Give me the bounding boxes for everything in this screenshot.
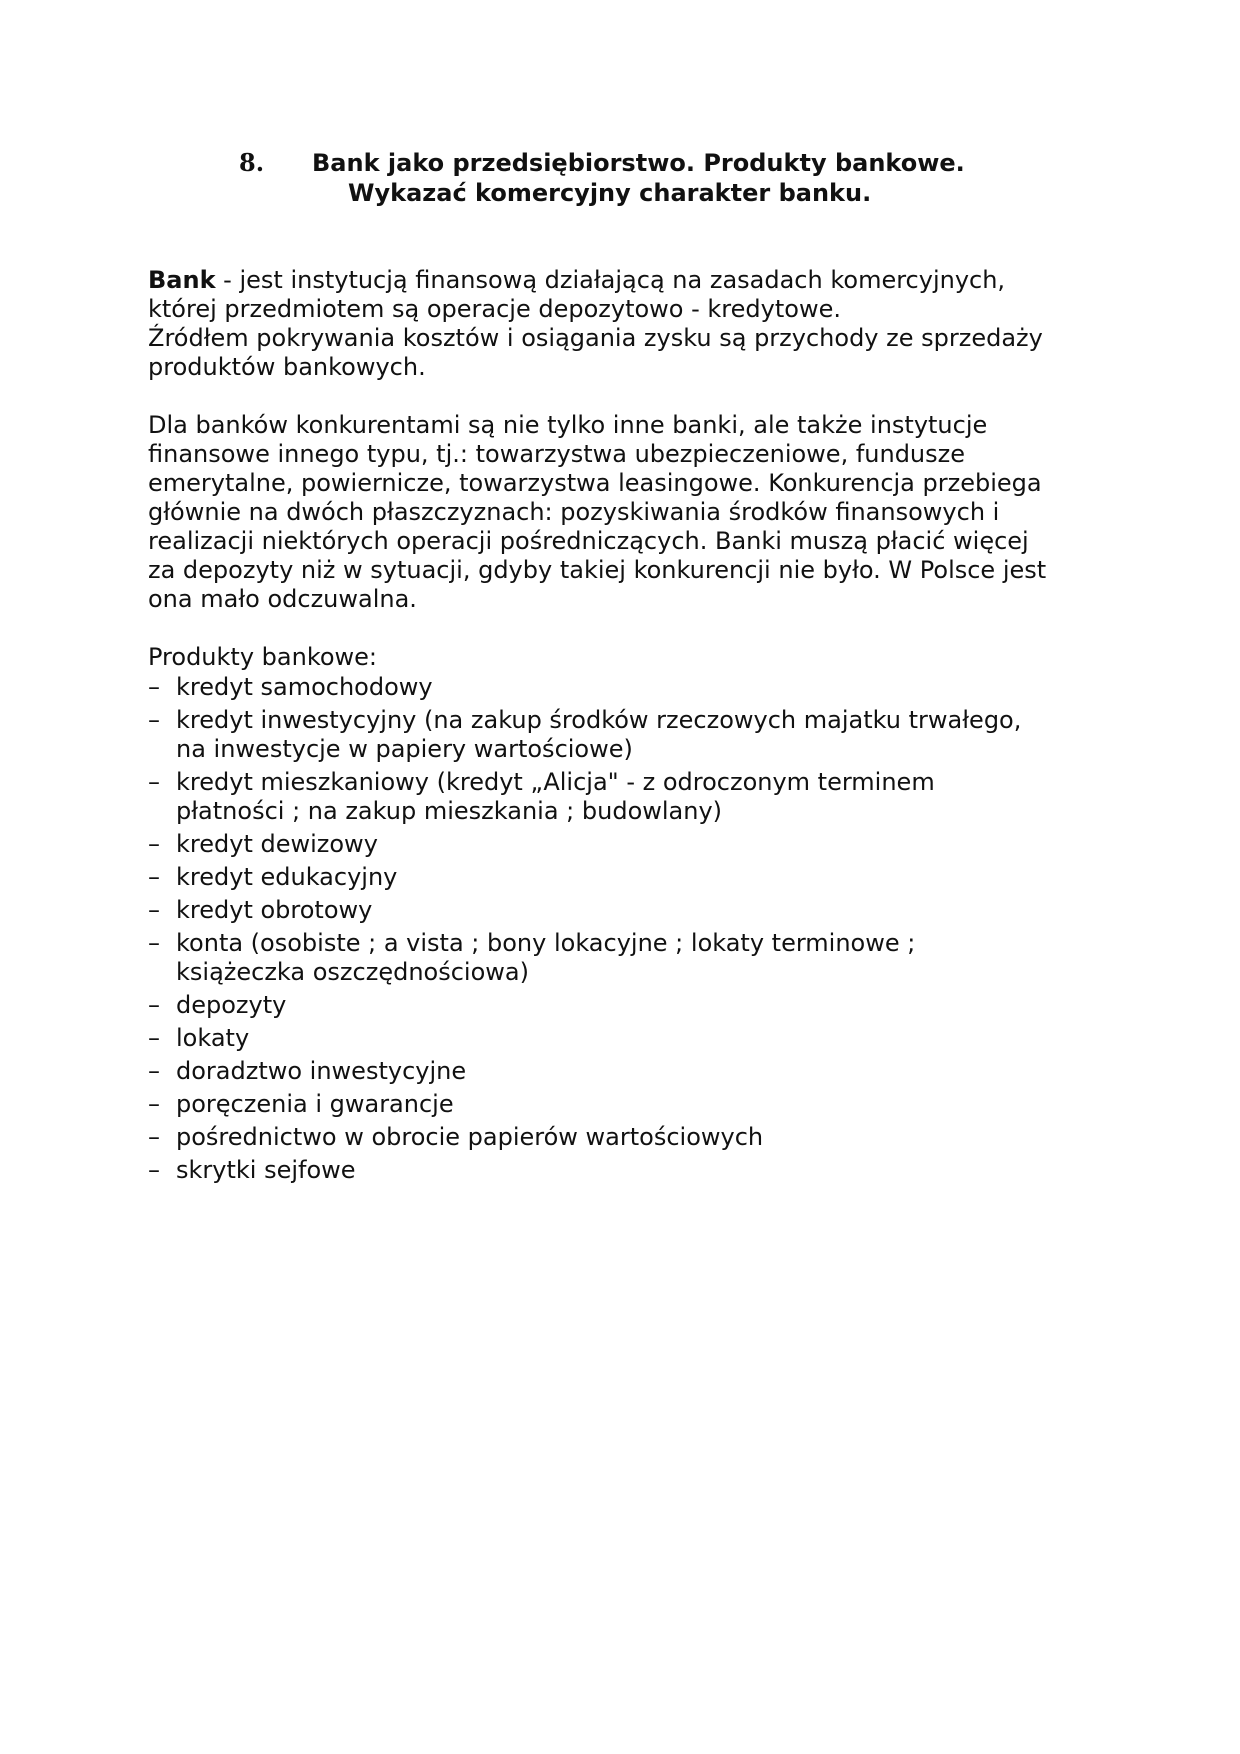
paragraph-line: produktów bankowych. <box>148 353 426 381</box>
list-item-text: kredyt dewizowy <box>176 830 378 858</box>
list-item-text: kredyt obrotowy <box>176 896 373 924</box>
paragraph-line: finansowe innego typu, tj.: towarzystwa ubezpieczeniowe, fundusze <box>148 440 966 468</box>
paragraph-line: za depozyty niż w sytuacji, gdyby takiej konkurencji nie było. W Polsce jest <box>148 556 1047 584</box>
dash-bullet-icon: – <box>148 768 160 796</box>
list-item <box>148 896 1108 925</box>
dash-bullet-icon: – <box>148 706 160 734</box>
list-item <box>148 929 1108 987</box>
list-item-text: płatności ; na zakup mieszkania ; budowlany) <box>176 797 723 825</box>
list-item <box>148 673 1108 702</box>
list-item <box>148 863 1108 892</box>
list-item <box>148 1024 1108 1053</box>
paragraph-line: Dla banków konkurentami są nie tylko inne banki, ale także instytucje <box>148 411 988 439</box>
dash-bullet-icon: – <box>148 1090 160 1118</box>
list-item-text: książeczka oszczędnościowa) <box>176 958 529 986</box>
list-item-text: na inwestycje w papiery wartościowe) <box>176 735 633 763</box>
dash-bullet-icon: – <box>148 1123 160 1151</box>
list-item-text: lokaty <box>176 1024 250 1052</box>
list-item <box>148 1123 1108 1152</box>
list-item <box>148 830 1108 859</box>
list-item-text: kredyt edukacyjny <box>176 863 398 891</box>
list-item-text: poręczenia i gwarancje <box>176 1090 454 1118</box>
list-item <box>148 1090 1108 1119</box>
list-item <box>148 768 1108 826</box>
list-item-text: pośrednictwo w obrocie papierów wartościowych <box>176 1123 764 1151</box>
list-item <box>148 706 1108 764</box>
dash-bullet-icon: – <box>148 991 160 1019</box>
dash-bullet-icon: – <box>148 673 160 701</box>
list-item-text: skrytki sejfowe <box>176 1156 356 1184</box>
list-item-text: kredyt samochodowy <box>176 673 433 701</box>
list-item-text: kredyt mieszkaniowy (kredyt „Alicja" - z odroczonym terminem <box>176 768 935 796</box>
dash-bullet-icon: – <box>148 1057 160 1085</box>
paragraph-line: ona mało odczuwalna. <box>148 585 417 613</box>
dash-bullet-icon: – <box>148 1024 160 1052</box>
list-item-text: doradztwo inwestycyjne <box>176 1057 467 1085</box>
paragraph-line: Źródłem pokrywania kosztów i osiągania zysku są przychody ze sprzedaży <box>148 324 1043 352</box>
heading-line-2: Wykazać komercyjny charakter banku. <box>348 179 872 207</box>
paragraph-line: której przedmiotem są operacje depozytowo - kredytowe. <box>148 295 841 323</box>
paragraph-bank-definition <box>148 266 1108 382</box>
products-intro: Produkty bankowe: <box>148 643 378 671</box>
list-item <box>148 1156 1108 1185</box>
paragraph-line: emerytalne, powiernicze, towarzystwa leasingowe. Konkurencja przebiega <box>148 469 1042 497</box>
list-item <box>148 991 1108 1020</box>
definition-text: - jest instytucją finansową działającą na zasadach komercyjnych, <box>215 266 1006 294</box>
dash-bullet-icon: – <box>148 863 160 891</box>
list-item <box>148 1057 1108 1086</box>
dash-bullet-icon: – <box>148 929 160 957</box>
bold-term: Bank <box>148 266 216 294</box>
dash-bullet-icon: – <box>148 830 160 858</box>
list-item-text: kredyt inwestycyjny (na zakup środków rzeczowych majatku trwałego, <box>176 706 1022 734</box>
heading-line-1: Bank jako przedsiębiorstwo. Produkty bankowe. <box>312 149 965 177</box>
dash-bullet-icon: – <box>148 896 160 924</box>
dash-bullet-icon: – <box>148 1156 160 1184</box>
paragraph-competition <box>148 411 1108 614</box>
paragraph-line: realizacji niektórych operacji pośredniczących. Banki muszą płacić więcej <box>148 527 1029 555</box>
heading-number: 8. <box>239 148 265 177</box>
paragraph-line <box>148 266 1108 295</box>
list-item-text: konta (osobiste ; a vista ; bony lokacyjne ; lokaty terminowe ; <box>176 929 916 957</box>
list-item-text: depozyty <box>176 991 287 1019</box>
paragraph-line: głównie na dwóch płaszczyznach: pozyskiwania środków finansowych i <box>148 498 1000 526</box>
product-list <box>148 673 1108 1189</box>
